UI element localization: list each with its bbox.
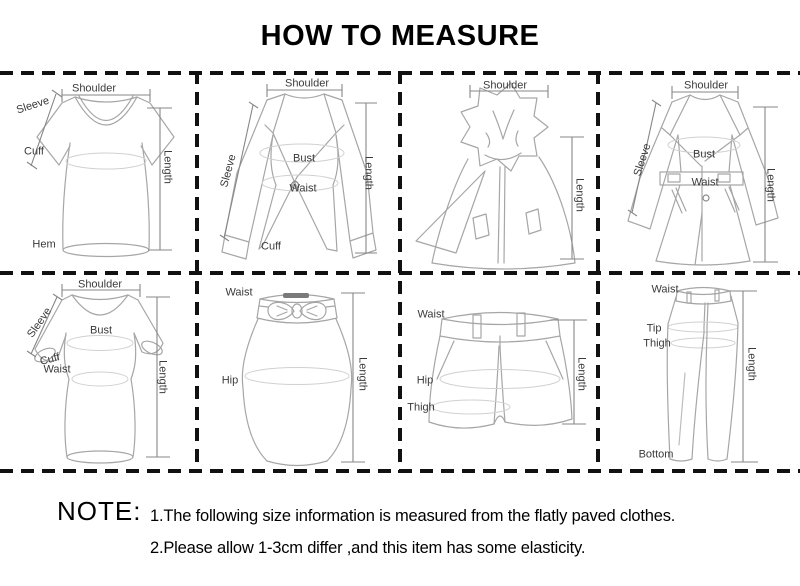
- note-line-2: 2.Please allow 1-3cm differ ,and this item has some elasticity.: [150, 539, 586, 557]
- label-cuff: Cuff: [38, 351, 62, 368]
- label-waist: Waist: [417, 308, 445, 321]
- label-bust: Bust: [692, 148, 716, 161]
- shorts-drawing: [400, 273, 598, 471]
- label-length: Length: [356, 357, 369, 391]
- label-length: Length: [156, 360, 169, 394]
- label-length: Length: [575, 357, 588, 391]
- panel-trench-coat: [598, 73, 800, 271]
- label-shoulder: Shoulder: [71, 82, 117, 95]
- label-shoulder: Shoulder: [482, 79, 528, 92]
- panel-skirt: [197, 273, 400, 471]
- label-waist: Waist: [289, 182, 317, 195]
- label-length: Length: [161, 150, 174, 184]
- pants-drawing: [598, 273, 800, 471]
- panel-fur-coat: [400, 73, 598, 271]
- label-sleeve: Sleeve: [631, 141, 654, 178]
- fur-coat-drawing: [400, 73, 598, 271]
- label-cuff: Cuff: [24, 145, 44, 158]
- label-thigh: Thigh: [643, 337, 671, 350]
- label-waist: Waist: [691, 176, 719, 189]
- label-length: Length: [764, 168, 777, 202]
- label-shoulder: Shoulder: [77, 278, 123, 291]
- label-length: Length: [362, 156, 375, 190]
- label-bottom: Bottom: [638, 448, 674, 461]
- label-sleeve: Sleeve: [14, 94, 51, 117]
- label-sleeve: Sleeve: [25, 305, 55, 340]
- note-line-1: 1.The following size information is measured from the flatly paved clothes.: [150, 507, 676, 525]
- label-bust: Bust: [292, 152, 316, 165]
- panel-pants: [598, 273, 800, 471]
- page-title: HOW TO MEASURE: [260, 20, 540, 52]
- label-tip: Tip: [646, 322, 662, 335]
- panel-shorts: [400, 273, 598, 471]
- label-waist: Waist: [225, 286, 253, 299]
- label-bust: Bust: [89, 324, 113, 337]
- label-hem: Hem: [32, 238, 56, 251]
- label-thigh: Thigh: [407, 401, 435, 414]
- panel-tshirt: [0, 73, 197, 271]
- panel-blazer: [197, 73, 400, 271]
- label-waist: Waist: [43, 363, 71, 376]
- label-shoulder: Shoulder: [683, 79, 729, 92]
- label-length: Length: [573, 178, 586, 212]
- label-cuff: Cuff: [261, 240, 281, 253]
- skirt-drawing: [197, 273, 400, 471]
- label-hip: Hip: [221, 374, 239, 387]
- label-sleeve: Sleeve: [218, 153, 239, 189]
- panel-dress: [0, 273, 197, 471]
- label-shoulder: Shoulder: [284, 77, 330, 90]
- label-hip: Hip: [416, 374, 434, 387]
- label-waist: Waist: [651, 283, 679, 296]
- note-label: NOTE:: [57, 496, 142, 526]
- label-length: Length: [745, 347, 758, 381]
